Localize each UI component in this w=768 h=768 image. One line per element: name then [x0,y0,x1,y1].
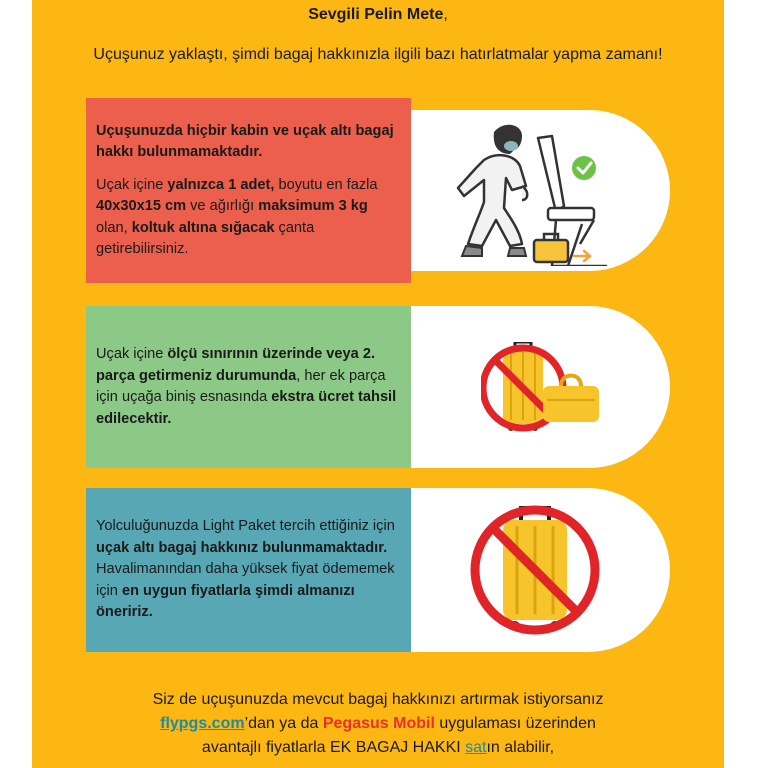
intro-text: Uçuşunuz yaklaştı, şimdi bagaj hakkınızla ilgili bazı hatırlatmalar yapma zamanı! [93,46,663,63]
email-body [32,0,724,768]
footer-text-part: avantajlı fiyatlarla EK BAGAJ HAKKI [201,739,466,756]
body-bold: ölçü sınırının üzerinde veya 2. parça getirmeniz durumunda [96,346,375,384]
info-card-text-box [86,306,411,468]
body-text: Uçak içine [96,346,168,362]
no-extra-luggage-icon [481,342,611,442]
sat-link[interactable]: sat [465,739,487,756]
info-card-no-baggage [86,98,670,283]
body-bold: koltuk altına sığacak [131,219,275,236]
body-bold: uçak altı bagaj hakkınız bulunmamaktadır. [96,539,388,556]
body-bold: yalnızca 1 adet, [167,176,275,193]
recipient-name: Sevgili Pelin Mete [308,6,444,23]
flypgs-link[interactable]: flypgs.com [160,715,245,732]
no-suitcase-icon [465,500,605,640]
illustration-panel [411,306,670,468]
info-card-light-package [86,488,670,652]
footer-text-part: ’dan ya da [244,715,323,732]
card-heading [96,121,401,164]
illustration-panel [411,110,670,271]
footer-line-3 [32,736,724,760]
card-body [96,516,401,624]
footer-text-part: ın alabilir, [486,739,555,756]
footer-text-part: uygulaması üzerinden [434,715,596,732]
body-text: boyutu en fazla [274,176,378,193]
body-text: Uçak içine [96,176,168,193]
body-text: çanta getirebilirsiniz. [96,219,315,257]
illustration-panel [411,488,670,652]
passenger-seat-bag-icon [456,116,626,266]
body-bold: 40x30x15 cm [96,198,187,214]
greeting [32,6,724,24]
info-card-text-box [86,488,411,652]
footer-line-1: Siz de uçuşunuzda mevcut bagaj hakkınızı artırmak istiyorsanız [152,691,604,708]
body-text: , her ek parça için uçağa biniş esnasında [96,367,386,405]
body-bold: ekstra ücret tahsil edilecektir. [96,389,397,427]
body-text: olan, [96,219,132,236]
info-card-text-box [86,98,411,283]
body-text: Yolculuğunuzda Light Paket tercih ettiğiniz için [96,518,395,535]
body-bold: en uygun fiyatlarla şimdi almanızı öneririz. [96,582,355,621]
footer-line-2 [32,712,724,736]
body-text: Havalimanından daha yüksek fiyat ödememek için [96,561,395,599]
card-heading-text: Uçuşunuzda hiçbir kabin ve uçak altı bagaj hakkı bulunmamaktadır. [96,122,394,160]
info-card-extra-fee [86,306,670,468]
body-bold: maksimum 3 kg [258,198,368,214]
body-text: ve ağırlığı [186,198,259,214]
pegasus-mobil-brand: Pegasus Mobil [322,715,435,732]
card-body [96,344,401,430]
footer-text [32,688,724,760]
card-body [96,175,401,261]
greeting-comma: , [443,6,448,23]
